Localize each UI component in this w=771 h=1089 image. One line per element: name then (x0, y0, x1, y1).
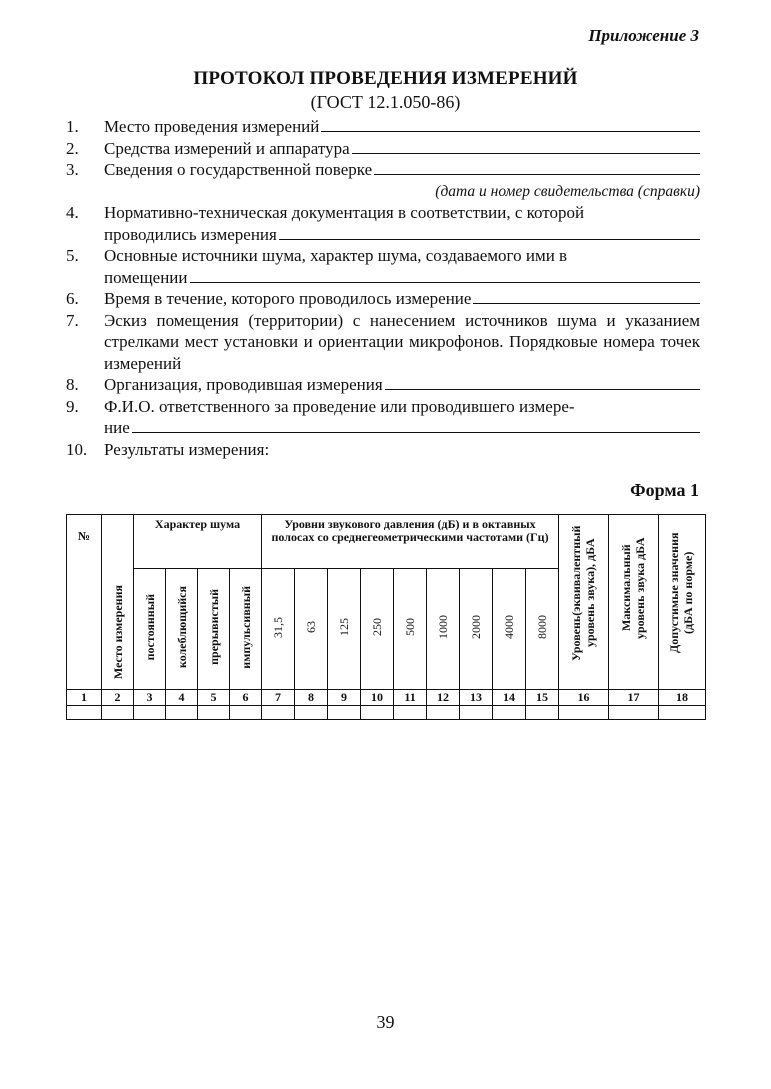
equiv-level-header: Уровень(эквивалентный уровень звука), дБА (559, 515, 609, 690)
list-item (66, 159, 700, 181)
column-number: 13 (460, 690, 493, 706)
item-number: 4. (66, 203, 79, 222)
fill-line[interactable] (473, 289, 700, 304)
noise-type-header: импульсивный (230, 569, 262, 690)
fill-line[interactable] (279, 225, 700, 240)
empty-data-row (67, 706, 706, 720)
data-cell[interactable] (460, 706, 493, 720)
data-cell[interactable] (295, 706, 328, 720)
frequency-header: 1000 (427, 569, 460, 690)
noise-type-header: колеблющийся (166, 569, 198, 690)
item-number: 1. (66, 117, 79, 136)
column-number: 9 (328, 690, 361, 706)
frequency-header: 250 (361, 569, 394, 690)
col-number-header: № (67, 515, 102, 690)
item-text-cont: помещении (104, 267, 188, 287)
item-number: 6. (66, 289, 79, 308)
column-number: 7 (262, 690, 295, 706)
fill-line[interactable] (352, 139, 700, 154)
data-cell[interactable] (427, 706, 460, 720)
form-label: Форма 1 (630, 480, 699, 500)
fill-line[interactable] (385, 375, 700, 390)
data-cell[interactable] (609, 706, 659, 720)
data-cell[interactable] (262, 706, 295, 720)
data-cell[interactable] (526, 706, 559, 720)
column-number: 11 (394, 690, 427, 706)
list-item (66, 202, 700, 245)
item-note: (дата и номер свидетельства (справки) (435, 182, 700, 200)
col-place-header: Место измерения (102, 515, 134, 690)
list-item (66, 138, 700, 160)
noise-type-header: постоянный (134, 569, 166, 690)
frequency-header: 125 (328, 569, 361, 690)
page-number: 39 (376, 1012, 395, 1032)
column-number: 2 (102, 690, 134, 706)
fill-line[interactable] (132, 418, 700, 433)
column-number: 16 (559, 690, 609, 706)
item-number: 10. (66, 439, 88, 459)
sound-levels-header: Уровни звукового давления (дБ) и в октавных полосах со среднегеометрическими частотами (Гц) (262, 515, 559, 569)
item-number: 2. (66, 138, 79, 158)
results-table (66, 514, 706, 720)
allowed-values-header: Допустимые значения (дБА по норме) (659, 515, 706, 690)
column-number: 1 (67, 690, 102, 706)
frequency-header: 8000 (526, 569, 559, 690)
protocol-list (66, 116, 700, 460)
column-number: 3 (134, 690, 166, 706)
data-cell[interactable] (198, 706, 230, 720)
item-text: Сведения о государственной поверке (104, 160, 373, 179)
frequency-header: 4000 (493, 569, 526, 690)
column-number: 4 (166, 690, 198, 706)
frequency-header: 500 (394, 569, 427, 690)
item-text: Эскиз помещения (территории) с нанесением источников шума и указанием стрелками мест установки и ориентации микрофонов. Порядковые номера точек измерений (104, 310, 700, 373)
frequency-header: 31,5 (262, 569, 295, 690)
list-item (66, 288, 700, 310)
column-number: 6 (230, 690, 262, 706)
data-cell[interactable] (328, 706, 361, 720)
data-cell[interactable] (659, 706, 706, 720)
item-text: Место проведения измерений (104, 117, 320, 136)
data-cell[interactable] (134, 706, 166, 720)
item-number: 7. (66, 310, 79, 330)
data-cell[interactable] (493, 706, 526, 720)
document-title: ПРОТОКОЛ ПРОВЕДЕНИЯ ИЗМЕРЕНИЙ (193, 68, 578, 89)
max-level-header: Максимальный уровень звука дБА (609, 515, 659, 690)
column-number: 5 (198, 690, 230, 706)
column-number: 12 (427, 690, 460, 706)
column-number: 14 (493, 690, 526, 706)
item-text: Результаты измерения: (104, 439, 270, 459)
item-text-cont: проводились измерения (104, 224, 277, 244)
data-cell[interactable] (67, 706, 102, 720)
item-text: Средства измерений и аппаратура (104, 138, 350, 158)
item-number: 5. (66, 246, 79, 265)
column-number: 8 (295, 690, 328, 706)
noise-character-header: Характер шума (134, 515, 262, 569)
noise-type-header: прерывистый (198, 569, 230, 690)
column-number: 17 (609, 690, 659, 706)
item-number: 9. (66, 396, 79, 416)
list-item (66, 439, 700, 461)
item-text: Основные источники шума, характер шума, создаваемого ими в (104, 246, 568, 265)
item-number: 8. (66, 375, 79, 394)
fill-line[interactable] (321, 117, 700, 132)
appendix-label: Приложение 3 (588, 26, 699, 45)
fill-line[interactable] (190, 268, 700, 283)
data-cell[interactable] (230, 706, 262, 720)
column-number: 18 (659, 690, 706, 706)
column-number: 10 (361, 690, 394, 706)
list-item (66, 396, 700, 439)
column-numbers-row (67, 690, 706, 706)
document-subtitle: (ГОСТ 12.1.050-86) (310, 92, 461, 112)
item-text: Ф.И.О. ответственного за проведение или проводившего измере- (104, 396, 575, 416)
list-item (66, 245, 700, 288)
data-cell[interactable] (559, 706, 609, 720)
list-item (66, 374, 700, 396)
column-number: 15 (526, 690, 559, 706)
item-text-cont: ние (104, 418, 130, 437)
frequency-header: 2000 (460, 569, 493, 690)
list-item (66, 310, 700, 375)
fill-line[interactable] (374, 160, 700, 175)
list-item (66, 116, 700, 138)
frequency-header: 63 (295, 569, 328, 690)
data-cell[interactable] (166, 706, 198, 720)
data-cell[interactable] (102, 706, 134, 720)
data-cell[interactable] (361, 706, 394, 720)
item-text: Время в течение, которого проводилось измерение (104, 289, 472, 308)
item-text: Нормативно-техническая документация в соответствии, с которой (104, 203, 585, 222)
item-text: Организация, проводившая измерения (104, 375, 383, 394)
data-cell[interactable] (394, 706, 427, 720)
item-number: 3. (66, 160, 79, 179)
